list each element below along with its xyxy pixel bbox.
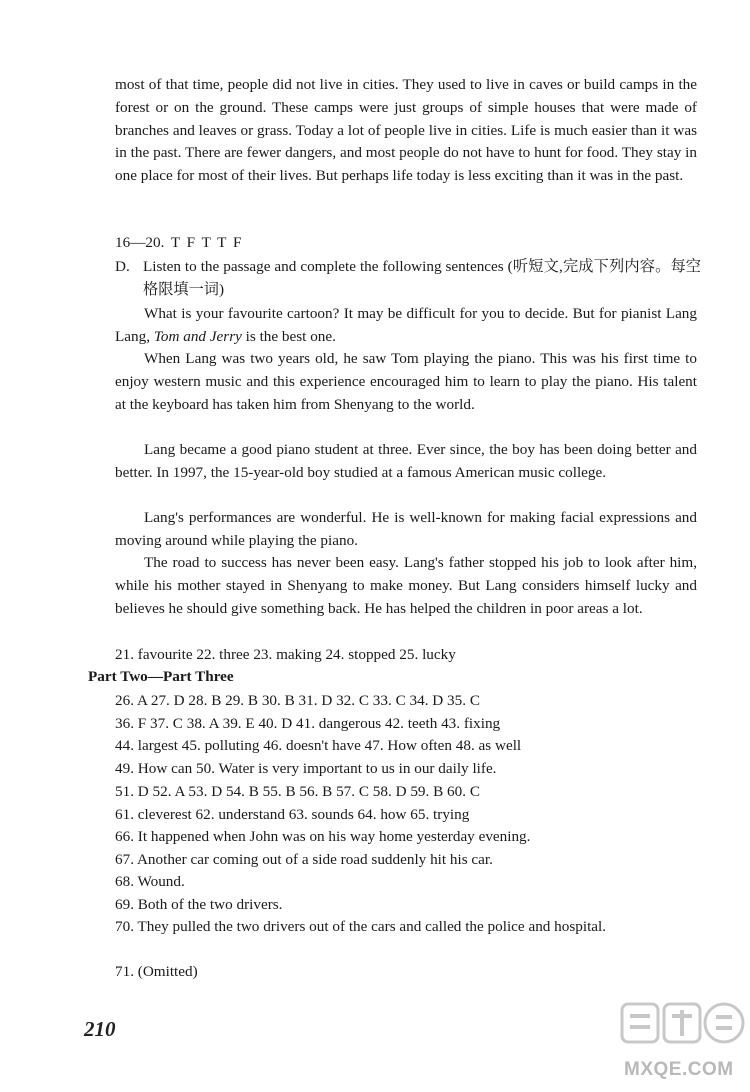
passage-d-paragraph-2: When Lang was two years old, he saw Tom playing the piano. This was his first time to enjoy western music and this experience encouraged him to learn to play the piano. His talent at the keyboard has taken him from Shenyang to the world. bbox=[115, 350, 697, 413]
section-d-label: D. bbox=[115, 258, 130, 275]
answer-line: 44. largest 45. polluting 46. doesn't have 47. How often 48. as well bbox=[115, 737, 522, 754]
answer-line: 51. D 52. A 53. D 54. B 55. B 56. B 57. C 58. D 59. B 60. C bbox=[115, 783, 480, 800]
answers-21-25: 21. favourite 22. three 23. making 24. stopped 25. lucky bbox=[115, 646, 456, 663]
passage-d-paragraph-4: Lang's performances are wonderful. He is well-known for making facial expressions and moving around while playing the piano. bbox=[115, 509, 697, 549]
passage-d-paragraph-3: Lang became a good piano student at three. Ever since, the boy has been doing better and better. In 1997, the 15-year-old boy studied at a famous American music college. bbox=[115, 441, 697, 481]
answer-line: 36. F 37. C 38. A 39. E 40. D 41. dangerous 42. teeth 43. fixing bbox=[115, 715, 501, 732]
answer-line: 69. Both of the two drivers. bbox=[115, 896, 283, 913]
answer-line: 66. It happened when John was on his way home yesterday evening. bbox=[115, 828, 531, 845]
answer-line-71: 71. (Omitted) bbox=[115, 963, 198, 980]
page-number: 210 bbox=[84, 1017, 116, 1041]
passage-d-paragraph-1 bbox=[115, 303, 697, 349]
answer-line: 26. A 27. D 28. B 29. B 30. B 31. D 32. C 33. C 34. D 35. C bbox=[115, 692, 480, 709]
watermark-text: MXQE.COM bbox=[624, 1059, 734, 1080]
passage-c-paragraph: most of that time, people did not live in cities. They used to live in caves or build camps in the forest or on the ground. These camps were just groups of simple houses that were made of branches and leaves or grass. Today a lot of people live in cities. Life is much easier than it was in the past. There are fewer dangers, and most people do not have to hunt for food. They stay in one place for most of their lives. But perhaps life today is less exciting than it was in the past. bbox=[115, 76, 697, 185]
p1-before: What is your favourite cartoon? It may be difficult for you to decide. But for pianist Lang Lang, bbox=[115, 305, 697, 345]
p1-after: is the best one. bbox=[245, 327, 336, 345]
part-heading: Part Two—Part Three bbox=[88, 668, 234, 685]
passage-d-paragraph-5: The road to success has never been easy. Lang's father stopped his job to look after him, while his mother stayed in Shenyang to make money. But Lang considers himself lucky and believes he should give something back. He has helped the children in poor areas a lot. bbox=[115, 554, 697, 617]
answer-line: 61. cleverest 62. understand 63. sounds 64. how 65. trying bbox=[115, 806, 470, 823]
cartoon-title: Tom and Jerry bbox=[153, 327, 242, 345]
section-d-instruction: Listen to the passage and complete the following sentences (听短文,完成下列内容。每空格限填一词) bbox=[143, 258, 701, 298]
answer-line-70: 70. They pulled the two drivers out of the cars and called the police and hospital. bbox=[115, 918, 607, 935]
answer-line: 68. Wound. bbox=[115, 873, 185, 890]
answer-line: 67. Another car coming out of a side road suddenly hit his car. bbox=[115, 851, 493, 868]
answer-line: 49. How can 50. Water is very important to us in our daily life. bbox=[115, 760, 497, 777]
answers-16-20: 16—20. T F T T F bbox=[115, 234, 242, 251]
